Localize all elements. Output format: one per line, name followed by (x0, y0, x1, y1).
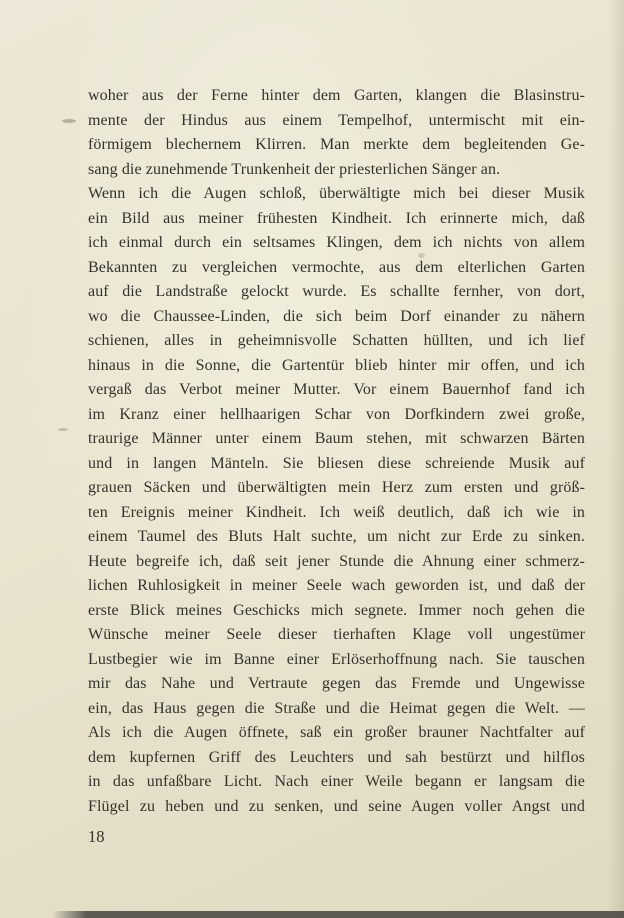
text-line: Heute begreife ich, daß seit jener Stunde die Ahnung einer schmerz- (88, 552, 585, 570)
text-line: mente der Hindus aus einem Tempelhof, untermischt mit ein- (88, 111, 585, 129)
text-line: sang die zunehmende Trunkenheit der priesterlichen Sänger an. (88, 160, 501, 178)
text-line: auf die Landstraße gelockt wurde. Es schallte fernher, von dort, (88, 283, 585, 300)
text-line: wo die Chaussee-Linden, die sich beim Dorf einander zu nähern (88, 307, 585, 325)
page-number: 18 (88, 827, 105, 846)
text-line: förmigem blechernem Klirren. Man merkte dem begleitenden Ge- (88, 136, 585, 153)
text-line: grauen Säcken und überwältigten mein Herz zum ersten und größ- (88, 479, 585, 496)
text-line: lichen Ruhlosigkeit in meiner Seele wach geworden ist, und daß der (88, 577, 585, 594)
text-line: mir das Nahe und Vertraute gegen das Fremde und Ungewisse (88, 675, 585, 692)
text-line: ein Bild aus meiner frühesten Kindheit. Ich erinnerte mich, daß (88, 209, 585, 227)
text-line: ich einmal durch ein seltsames Klingen, dem ich nichts von allem (88, 234, 585, 251)
text-line: einem Taumel des Bluts Halt suchte, um nicht zur Erde zu sinken. (88, 528, 585, 545)
scan-edge-shading (608, 0, 624, 918)
paper-smudge (62, 119, 76, 123)
text-line: schienen, alles in geheimnisvolle Schatten hüllten, und ich lief (88, 332, 585, 349)
text-line: vergaß das Verbot meiner Mutter. Vor einem Bauernhof fand ich (88, 381, 585, 398)
text-line: Flügel zu heben und zu senken, und seine Augen voller Angst und (88, 797, 585, 815)
paper-smudge (58, 428, 68, 431)
text-line: Wenn ich die Augen schloß, überwältigte mich bei dieser Musik (88, 185, 585, 202)
text-line: Wünsche meiner Seele dieser tierhaften Klage voll ungestümer (88, 626, 585, 643)
text-line: ein, das Haus gegen die Straße und die Heimat gegen die Welt. — (88, 699, 585, 717)
body-text (88, 84, 585, 819)
text-line: dem kupfernen Griff des Leuchters und sah bestürzt und hilflos (88, 748, 585, 766)
text-line: erste Blick meines Geschicks mich segnete. Immer noch gehen die (88, 601, 585, 619)
text-line: Bekannten zu vergleichen vermochte, aus dem elterlichen Garten (88, 258, 585, 276)
text-line: Lustbegier wie im Banne einer Erlöserhoffnung nach. Sie tauschen (88, 650, 585, 668)
scan-edge-shadow (52, 911, 624, 918)
text-line: traurige Männer unter einem Baum stehen, mit schwarzen Bärten (88, 430, 585, 447)
text-line: hinaus in die Sonne, die Gartentür blieb hinter mir offen, und ich (88, 356, 585, 374)
text-line: im Kranz einer hellhaarigen Schar von Dorfkindern zwei große, (88, 405, 585, 423)
text-line: in das unfaßbare Licht. Nach einer Weile begann er langsam die (88, 773, 585, 790)
text-line: ten Ereignis meiner Kindheit. Ich weiß deutlich, daß ich wie in (88, 503, 585, 521)
text-line: Als ich die Augen öffnete, saß ein großer brauner Nachtfalter auf (88, 724, 585, 741)
text-line: woher aus der Ferne hinter dem Garten, klangen die Blasinstru- (88, 87, 585, 104)
text-line: und in langen Mänteln. Sie bliesen diese schreiende Musik auf (88, 454, 585, 472)
